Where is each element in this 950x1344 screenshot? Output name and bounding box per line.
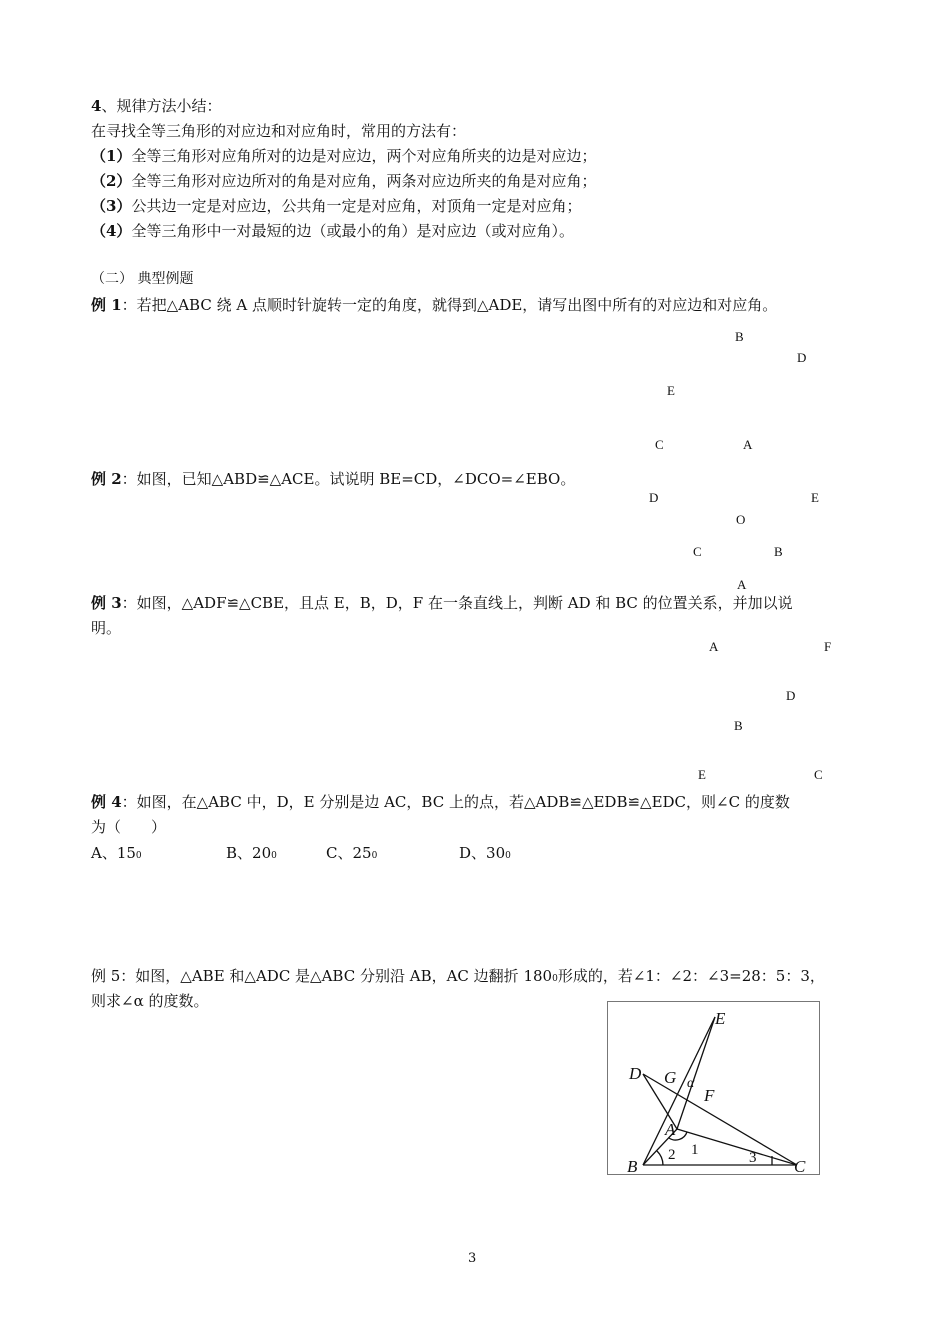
ex2-point-c: C (693, 544, 702, 559)
method-item-1-text: 全等三角形对应角所对的边是对应边，两个对应角所夹的边是对应边； (131, 147, 597, 165)
example-3 (91, 593, 793, 613)
ex1-point-d: D (797, 350, 807, 365)
option-c: C、250 (326, 844, 378, 862)
method-item-4 (91, 221, 574, 241)
method-item-3-text: 公共边一定是对应边，公共角一定是对应角，对顶角一定是对应角； (131, 197, 582, 215)
option-d: D、300 (459, 844, 511, 862)
ex2-point-a: A (737, 577, 747, 592)
fig5-angle-3: 3 (749, 1150, 757, 1166)
ex2-point-d: D (649, 490, 659, 505)
ex2-point-o: O (736, 512, 746, 527)
ex2-point-e: E (811, 490, 819, 505)
method-item-2-text: 全等三角形对应边所对的角是对应角，两条对应边所夹的角是对应角； (131, 172, 597, 190)
example-5-degree: 0 (552, 974, 558, 984)
example-1-label: 例 1 (91, 296, 122, 314)
example-4-line2: 为（ ） (91, 818, 167, 836)
example-5-figure (607, 1001, 820, 1175)
option-a: A、150 (91, 844, 142, 862)
method-item-1-num: （1） (91, 147, 132, 165)
example-2-label: 例 2 (91, 470, 122, 488)
fig5-point-c: C (794, 1157, 806, 1175)
fig5-point-f: F (704, 1086, 715, 1105)
example-5-text-a: 例 5：如图，△ABE 和△ADC 是△ABC 分别沿 AB，AC 边翻折 180 (91, 967, 553, 985)
section4-title-text: 、规律方法小结： (101, 97, 222, 115)
example-4-text: ：如图，在△ABC 中，D，E 分别是边 AC，BC 上的点，若△ADB≌△EDB≌△EDC，则∠C 的度数 (121, 793, 790, 811)
section4-number: 4 (91, 97, 102, 115)
ex1-point-e: E (667, 383, 675, 398)
ex3-point-c: C (814, 767, 823, 782)
method-item-2-num: （2） (91, 172, 132, 190)
fig5-point-a: A (665, 1120, 676, 1139)
example-5-line2: 则求∠α 的度数。 (91, 992, 209, 1010)
fig5-point-b: B (627, 1157, 638, 1175)
fig5-point-e: E (715, 1009, 726, 1028)
fig5-angle-2: 2 (668, 1147, 676, 1163)
method-item-1 (91, 146, 596, 166)
method-item-3-num: （3） (91, 197, 132, 215)
example-1-text: ：若把△ABC 绕 A 点顺时针旋转一定的角度，就得到△ADE，请写出图中所有的对应边和对应角。 (121, 296, 778, 314)
examples-heading: （二） 典型例题 (91, 271, 194, 287)
ex3-point-e: E (698, 767, 706, 782)
example-5 (91, 966, 825, 989)
ex3-point-b: B (734, 718, 743, 733)
ex3-point-f: F (824, 639, 832, 654)
ex3-point-d: D (786, 688, 796, 703)
method-item-4-num: （4） (91, 222, 132, 240)
method-item-2 (91, 171, 596, 191)
example-2-text: ：如图，已知△ABD≌△ACE。试说明 BE=CD，∠DCO=∠EBO。 (121, 470, 576, 488)
ex1-point-b: B (735, 329, 744, 344)
fig5-angle-alpha: α (687, 1076, 695, 1091)
example-5-text-b: 形成的，若∠1：∠2：∠3=28：5：3， (557, 967, 825, 985)
option-b: B、200 (226, 844, 277, 862)
section4-title (91, 96, 221, 116)
example-2 (91, 469, 575, 489)
example-3-label: 例 3 (91, 594, 122, 612)
method-item-3 (91, 196, 581, 216)
ex1-point-c: C (655, 437, 664, 452)
example-3-line2: 明。 (91, 619, 122, 637)
ex2-point-b: B (774, 544, 783, 559)
fig5-point-d: D (629, 1064, 642, 1083)
section4-intro: 在寻找全等三角形的对应边和对应角时，常用的方法有： (91, 122, 467, 140)
method-item-4-text: 全等三角形中一对最短的边（或最小的角）是对应边（或对应角）。 (131, 222, 574, 240)
example-4-label: 例 4 (91, 793, 122, 811)
example-3-text: ：如图，△ADF≌△CBE，且点 E，B，D，F 在一条直线上，判断 AD 和 BC 的位置关系，并加以说 (121, 594, 793, 612)
ex1-point-a: A (743, 437, 753, 452)
page-number: 3 (468, 1251, 477, 1266)
fig5-angle-1: 1 (691, 1142, 699, 1158)
fig5-point-g: G (664, 1068, 677, 1087)
example-4 (91, 792, 790, 812)
example-1 (91, 295, 777, 315)
ex3-point-a: A (709, 639, 719, 654)
